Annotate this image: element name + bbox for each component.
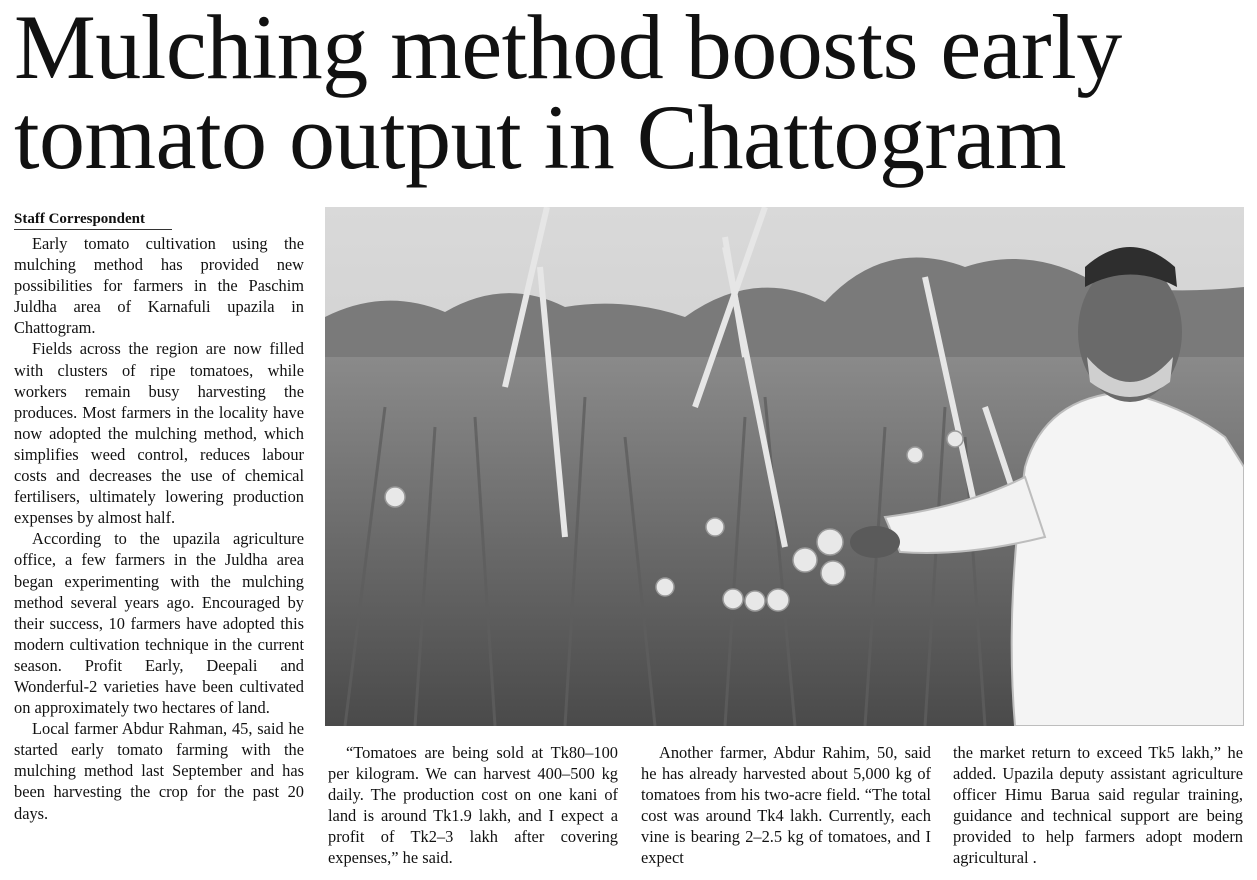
paragraph: “Tomatoes are being sold at Tk80–100 per kilogram. We can harvest 400–500 kg daily. The production cost on one kani of land is around Tk1.9 lakh, and I expect a profit of Tk2–3 lakh after covering expenses,” he said.	[328, 743, 618, 868]
article-column-3	[641, 742, 931, 869]
paragraph: Early tomato cultivation using the mulching method has provided new possibilities for farmers in the Paschim Juldha area of Karnafuli upazila in Chattogram.	[14, 234, 304, 338]
paragraph: Fields across the region are now filled with clusters of ripe tomatoes, while workers remain busy harvesting the produces. Most farmers in the locality have now adopted the mulching method, which simplifies weed control, reduces labour costs and decreases the use of chemical fertilisers, ultimately lowering production expenses by almost half.	[14, 339, 304, 528]
article-column-2	[328, 742, 618, 869]
article-column-4	[953, 742, 1243, 869]
byline: Staff Correspondent	[14, 210, 172, 230]
news-photo	[325, 207, 1244, 726]
paragraph: Local farmer Abdur Rahman, 45, said he started early tomato farming with the mulching method last September and has been harvesting the crop for the past 20 days.	[14, 719, 304, 823]
paragraph: According to the upazila agriculture office, a few farmers in the Juldha area began experimenting with the mulching method several years ago. Encouraged by their success, 10 farmers have adopted this modern cultivation technique in the current season. Profit Early, Deepali and Wonderful-2 varieties have been cultivated on approximately two hectares of land.	[14, 529, 304, 718]
headline: Mulching method boosts early tomato output in Chattogram	[14, 0, 1122, 188]
paragraph: the market return to exceed Tk5 lakh,” he added. Upazila deputy assistant agriculture officer Himu Barua said regular training, guidance and technical support are being provided to help farmers adopt modern agricultural .	[953, 743, 1243, 868]
article-column-1	[14, 210, 304, 824]
paragraph: Another farmer, Abdur Rahim, 50, said he has already harvested about 5,000 kg of tomatoes from his two-acre field. “The total cost was around Tk4 lakh. Currently, each vine is bearing 2–2.5 kg of tomatoes, and I expect	[641, 743, 931, 868]
